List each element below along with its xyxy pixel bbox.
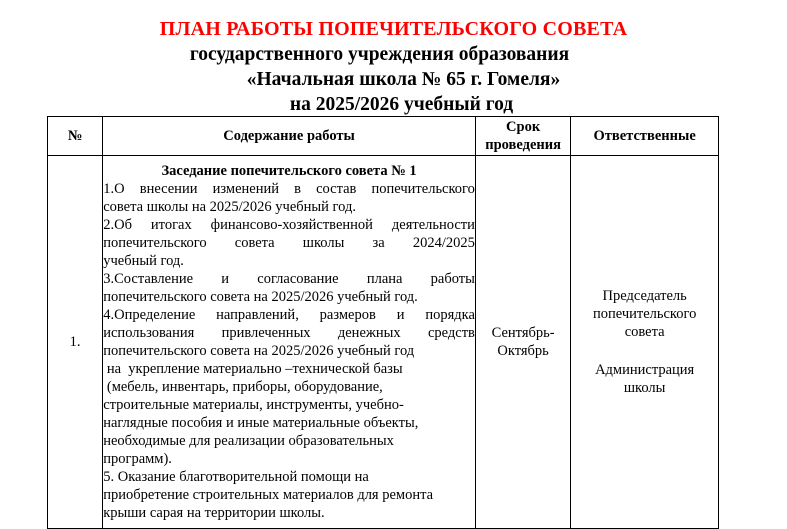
column-header-term-line2: проведения (485, 137, 561, 153)
responsible-2-line2: школы (623, 380, 666, 396)
content-line: 1.О внесении изменений в состав попечительского (103, 181, 475, 197)
column-header-content: Содержание работы (103, 117, 476, 156)
content-line: программ). (103, 451, 172, 467)
content-line: строительные материалы, инструменты, учебно- (103, 397, 404, 413)
content-line: необходимые для реализации образовательных (103, 433, 394, 449)
plan-title: ПЛАН РАБОТЫ ПОПЕЧИТЕЛЬСКОГО СОВЕТА (159, 18, 628, 40)
content-line: попечительского совета на 2025/2026 учебный год. (103, 289, 418, 305)
term-line1: Сентябрь- (491, 325, 555, 341)
content-line: 4.Определение направлений, размеров и порядка (103, 307, 475, 323)
content-line: попечительского совета школы за 2024/2025 (103, 235, 475, 251)
responsible-2-line1: Администрация (595, 362, 695, 378)
column-header-num: № (48, 117, 103, 156)
school-name: «Начальная школа № 65 г. Гомеля» (246, 69, 561, 90)
term-line2: Октябрь (497, 343, 549, 359)
content-line: (мебель, инвентарь, приборы, оборудование, (103, 379, 383, 395)
content-line: 2.Об итогах финансово-хозяйственной деятельности (103, 217, 475, 233)
responsible-1-line1: Председатель (602, 288, 687, 304)
row-responsible (571, 156, 719, 529)
content-line: использования привлеченных денежных средств (103, 325, 475, 341)
row-term (475, 156, 570, 529)
content-line: наглядные пособия и иные материальные объекты, (103, 415, 419, 431)
content-line: учебный год. (103, 253, 184, 269)
academic-year: на 2025/2026 учебный год (289, 94, 514, 115)
meeting-title: Заседание попечительского совета № 1 (161, 163, 417, 179)
responsible-1-line3: совета (624, 324, 665, 340)
column-header-term-line1: Срок (506, 119, 541, 135)
column-header-responsible: Ответственные (571, 117, 719, 156)
plan-table (47, 116, 719, 529)
content-line: на укрепление материально –технической базы (103, 361, 403, 377)
content-line: попечительского совета на 2025/2026 учебный год (103, 343, 415, 359)
content-line: крыши сарая на территории школы. (103, 505, 325, 521)
column-header-term (475, 117, 570, 156)
table-row (48, 156, 719, 529)
institution-type: государственного учреждения образования (189, 44, 570, 65)
row-content (103, 156, 476, 529)
responsible-spacer (571, 341, 718, 361)
row-number: 1. (48, 156, 103, 529)
table-header-row (48, 117, 719, 156)
responsible-1-line2: попечительского (592, 306, 697, 322)
content-line: 5. Оказание благотворительной помощи на (103, 469, 369, 485)
content-line: приобретение строительных материалов для ремонта (103, 487, 434, 503)
content-line: совета школы на 2025/2026 учебный год. (103, 199, 356, 215)
content-line: 3.Составление и согласование плана работы (103, 271, 475, 287)
